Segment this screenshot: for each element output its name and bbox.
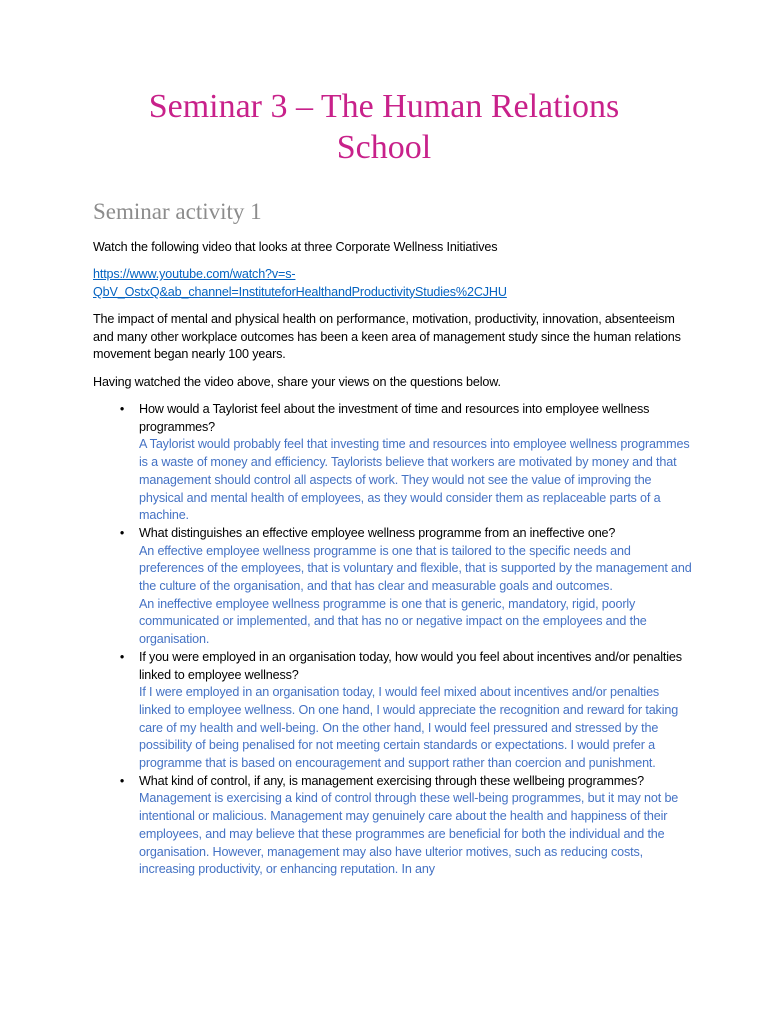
answer-text: An effective employee wellness programme is one that is tailored to the specific needs and preferences of the employees, that is voluntary and flexible, that is supported by the management and the culture of the organisation, and that has clear and measurable goals and outcomes. — [139, 543, 692, 594]
video-link[interactable] — [93, 266, 693, 301]
paragraph-impact: The impact of mental and physical health on performance, motivation, productivity, innovation, absenteeism and many other workplace outcomes has been a keen area of management study since the human relations movement began nearly 100 years. — [93, 312, 681, 362]
video-link-line-2[interactable]: QbV_OstxQ&ab_channel=InstituteforHealthandProductivityStudies%2CJHU — [93, 284, 507, 299]
question-text: What distinguishes an effective employee wellness programme from an ineffective one? — [139, 525, 616, 540]
section-heading: Seminar activity 1 — [93, 199, 262, 224]
bullet-icon: • — [119, 525, 125, 540]
page-title-line-1: Seminar 3 – The Human Relations — [148, 88, 620, 125]
answer-text: If I were employed in an organisation today, I would feel mixed about incentives and/or penalties linked to employee wellness. On one hand, I would appreciate the recognition and reward for taking care of my health and well-being. On the other hand, I would feel pressured and stressed by the possibility of being penalised for not meeting certain standards or expectations. I would prefer a programme that is based on encouragement and support rather than coercion and punishment. — [139, 685, 679, 771]
paragraph-instructions: Having watched the video above, share your views on the questions below. — [93, 375, 501, 389]
question-item — [93, 525, 693, 649]
page-title — [0, 86, 768, 168]
question-item — [93, 649, 693, 773]
answer-text: Management is exercising a kind of control through these well-being programmes, but it may not be intentional or malicious. Management may genuinely care about the health and happiness of their employees, and may believe that these programmes are beneficial for both the individual and the organisation. However, management may also have ulterior motives, such as reducing costs, increasing productivity, or enhancing reputation. In any — [139, 791, 679, 877]
question-item — [93, 773, 693, 879]
questions-list — [93, 401, 693, 879]
question-text: If you were employed in an organisation today, how would you feel about incentives and/or penalties linked to employee wellness? — [139, 649, 682, 682]
answer-text: An ineffective employee wellness programme is one that is generic, mandatory, rigid, poorly communicated or implemented, and that has no or negative impact on the employees and the organisation. — [139, 596, 647, 647]
intro-text: Watch the following video that looks at three Corporate Wellness Initiatives — [93, 240, 498, 254]
question-text: What kind of control, if any, is management exercising through these wellbeing programmes? — [139, 773, 644, 788]
question-text: How would a Taylorist feel about the investment of time and resources into employee wellness programmes? — [139, 402, 650, 434]
bullet-icon: • — [119, 649, 125, 664]
bullet-icon: • — [119, 402, 125, 416]
bullet-icon: • — [119, 773, 125, 788]
answer-text: A Taylorist would probably feel that investing time and resources into employee wellness programmes is a waste of money and efficiency. Taylorists believe that workers are motivated by money and that management should control all aspects of work. They would not see the value of improving the physical and mental health of employees, as they would consider them as replaceable parts of a machine. — [139, 437, 690, 523]
page-title-line-2: School — [336, 129, 432, 166]
video-link-line-1[interactable]: https://www.youtube.com/watch?v=s- — [93, 267, 296, 281]
question-item — [93, 401, 693, 525]
